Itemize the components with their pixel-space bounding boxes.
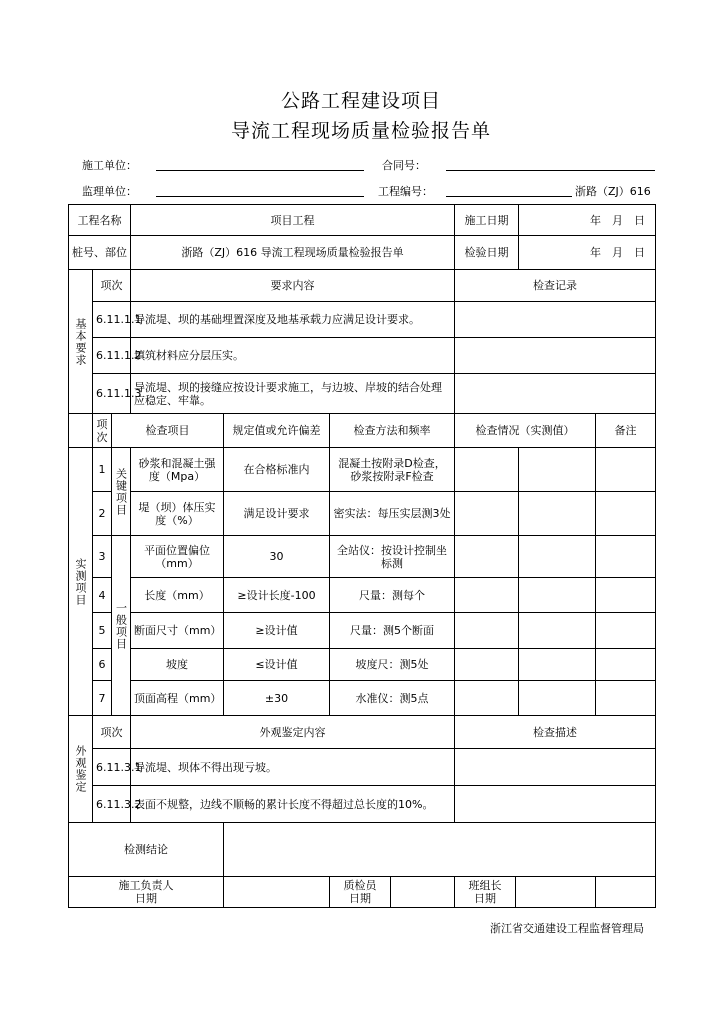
measured-row-spec: ±30 [224, 681, 330, 716]
basic-row-code: 6.11.1.3 [93, 374, 131, 414]
appearance-row-desc [455, 786, 656, 823]
measured-row-result-1 [455, 578, 519, 613]
team-leader-label: 班组长 [468, 879, 502, 892]
project-no-label: 工程编号： [378, 185, 433, 198]
measured-row-item: 坡度 [131, 649, 224, 681]
measured-row-no: 1 [93, 448, 112, 492]
measured-col-result: 检查情况（实测值） [455, 414, 596, 448]
inspection-report-table [68, 204, 656, 908]
measured-row-result-2 [519, 681, 596, 716]
conclusion-label: 检测结论 [69, 823, 224, 877]
basic-col-requirement: 要求内容 [131, 270, 455, 302]
qc-signature [391, 877, 454, 907]
team-leader-signature [516, 877, 595, 907]
measured-items-section: 实测项目 [69, 448, 93, 716]
title-line-1: 公路工程建设项目 [280, 90, 441, 112]
qc-label-cell [330, 877, 391, 907]
construction-lead-cell [69, 877, 224, 908]
inspection-date-label: 检验日期 [455, 236, 519, 270]
measured-row-result-1 [455, 649, 519, 681]
qc-cell [330, 877, 455, 908]
measured-row-result-2 [519, 536, 596, 578]
measured-row-spec: 在合格标准内 [224, 448, 330, 492]
appearance-row-text: 表面不规整，边线不顺畅的累计长度不得超过总长度的10%。 [131, 786, 455, 823]
appearance-section: 外观鉴定 [69, 716, 93, 823]
measured-row-remark [596, 578, 656, 613]
supervision-unit-label: 监理单位： [82, 185, 137, 198]
general-items-group: 一般项目 [112, 536, 131, 716]
title-line-2: 导流工程现场质量检验报告单 [230, 120, 491, 142]
construction-lead-label: 施工负责人 [118, 879, 174, 892]
measured-row-spec: 30 [224, 536, 330, 578]
measured-row-remark [596, 536, 656, 578]
measured-row-method: 全站仪：按设计控制坐标测 [330, 536, 455, 578]
basic-row-code: 6.11.1.2 [93, 338, 131, 374]
team-leader-date-label: 日期 [474, 892, 496, 905]
measured-row-method: 坡度尺：测5处 [330, 649, 455, 681]
measured-row-result-1 [455, 492, 519, 536]
construction-lead-signature [224, 877, 330, 908]
measured-row-remark [596, 613, 656, 649]
measured-row-spec: ≤设计值 [224, 649, 330, 681]
appearance-col-desc: 检查描述 [455, 716, 656, 749]
measured-header-spacer [69, 414, 93, 448]
measured-row-result-1 [455, 681, 519, 716]
measured-row-spec: ≥设计长度-100 [224, 578, 330, 613]
team-leader-cell [455, 877, 596, 908]
appearance-col-item: 项次 [93, 716, 131, 749]
measured-row-no: 7 [93, 681, 112, 716]
measured-row-method: 混凝土按附录D检查，砂浆按附录F检查 [330, 448, 455, 492]
measured-col-no: 项次 [93, 414, 112, 448]
construction-unit-label: 施工单位： [82, 159, 137, 172]
conclusion-value [224, 823, 656, 877]
measured-row-no: 4 [93, 578, 112, 613]
measured-row-result-2 [519, 448, 596, 492]
project-no-line [446, 196, 572, 197]
measured-row-spec: 满足设计要求 [224, 492, 330, 536]
measured-row-result-2 [519, 492, 596, 536]
footer-issuer: 浙江省交通建设工程监督管理局 [490, 922, 644, 935]
measured-row-result-2 [519, 649, 596, 681]
measured-row-remark [596, 681, 656, 716]
measured-col-item: 检查项目 [112, 414, 224, 448]
basic-row-record [455, 374, 656, 414]
measured-row-no: 3 [93, 536, 112, 578]
inspection-date-value: 年 月 日 [519, 236, 656, 270]
measured-col-method: 检查方法和频率 [330, 414, 455, 448]
basic-row-text: 填筑材料应分层压实。 [131, 338, 455, 374]
measured-row-method: 尺量：测5个断面 [330, 613, 455, 649]
key-items-group: 关键项目 [112, 448, 131, 536]
measured-row-result-1 [455, 536, 519, 578]
measured-row-result-1 [455, 613, 519, 649]
measured-row-no: 2 [93, 492, 112, 536]
measured-col-spec: 规定值或允许偏差 [224, 414, 330, 448]
basic-col-item: 项次 [93, 270, 131, 302]
contract-no-line [446, 170, 655, 171]
project-name-label: 工程名称 [69, 205, 131, 236]
measured-row-item: 平面位置偏位（mm） [131, 536, 224, 578]
appearance-col-content: 外观鉴定内容 [131, 716, 455, 749]
basic-row-record [455, 302, 656, 338]
basic-row-text: 导流堤、坝的基础埋置深度及地基承载力应满足设计要求。 [131, 302, 455, 338]
measured-row-item: 堤（坝）体压实度（%） [131, 492, 224, 536]
construction-lead-date-label: 日期 [135, 892, 157, 905]
station-value: 浙路（ZJ）616 导流工程现场质量检验报告单 [131, 236, 455, 270]
measured-row-spec: ≥设计值 [224, 613, 330, 649]
construction-date-label: 施工日期 [455, 205, 519, 236]
measured-row-remark [596, 649, 656, 681]
measured-row-no: 5 [93, 613, 112, 649]
measured-row-item: 砂浆和混凝土强度（Mpa） [131, 448, 224, 492]
form-code: 浙路（ZJ）616 [575, 185, 651, 198]
qc-inspector-label: 质检员 [343, 879, 377, 892]
contract-no-label: 合同号： [382, 159, 426, 172]
measured-row-result-2 [519, 613, 596, 649]
basic-row-text: 导流堤、坝的接缝应按设计要求施工，与边坡、岸坡的结合处理应稳定、牢靠。 [131, 374, 455, 414]
basic-row-record [455, 338, 656, 374]
station-label: 桩号、部位 [69, 236, 131, 270]
team-leader-label-cell [455, 877, 516, 907]
basic-requirements-section: 基本要求 [69, 270, 93, 414]
measured-row-no: 6 [93, 649, 112, 681]
measured-row-item: 顶面高程（mm） [131, 681, 224, 716]
measured-row-result-1 [455, 448, 519, 492]
appearance-row-desc [455, 749, 656, 786]
basic-row-code: 6.11.1.1 [93, 302, 131, 338]
appearance-row-code: 6.11.3.2 [93, 786, 131, 823]
appearance-row-text: 导流堤、坝体不得出现亏坡。 [131, 749, 455, 786]
measured-row-method: 尺量：测每个 [330, 578, 455, 613]
construction-unit-line [156, 170, 364, 171]
measured-row-remark [596, 492, 656, 536]
measured-col-remark: 备注 [596, 414, 656, 448]
basic-col-record: 检查记录 [455, 270, 656, 302]
supervision-unit-line [156, 196, 364, 197]
measured-row-item: 长度（mm） [131, 578, 224, 613]
measured-row-method: 密实法：每压实层测3处 [330, 492, 455, 536]
measured-row-result-2 [519, 578, 596, 613]
appearance-row-code: 6.11.3.1 [93, 749, 131, 786]
measured-row-item: 断面尺寸（mm） [131, 613, 224, 649]
qc-date-label: 日期 [349, 892, 371, 905]
project-name-value: 项目工程 [131, 205, 455, 236]
signature-blank [596, 877, 656, 908]
measured-row-method: 水准仪：测5点 [330, 681, 455, 716]
construction-date-value: 年 月 日 [519, 205, 656, 236]
measured-row-remark [596, 448, 656, 492]
